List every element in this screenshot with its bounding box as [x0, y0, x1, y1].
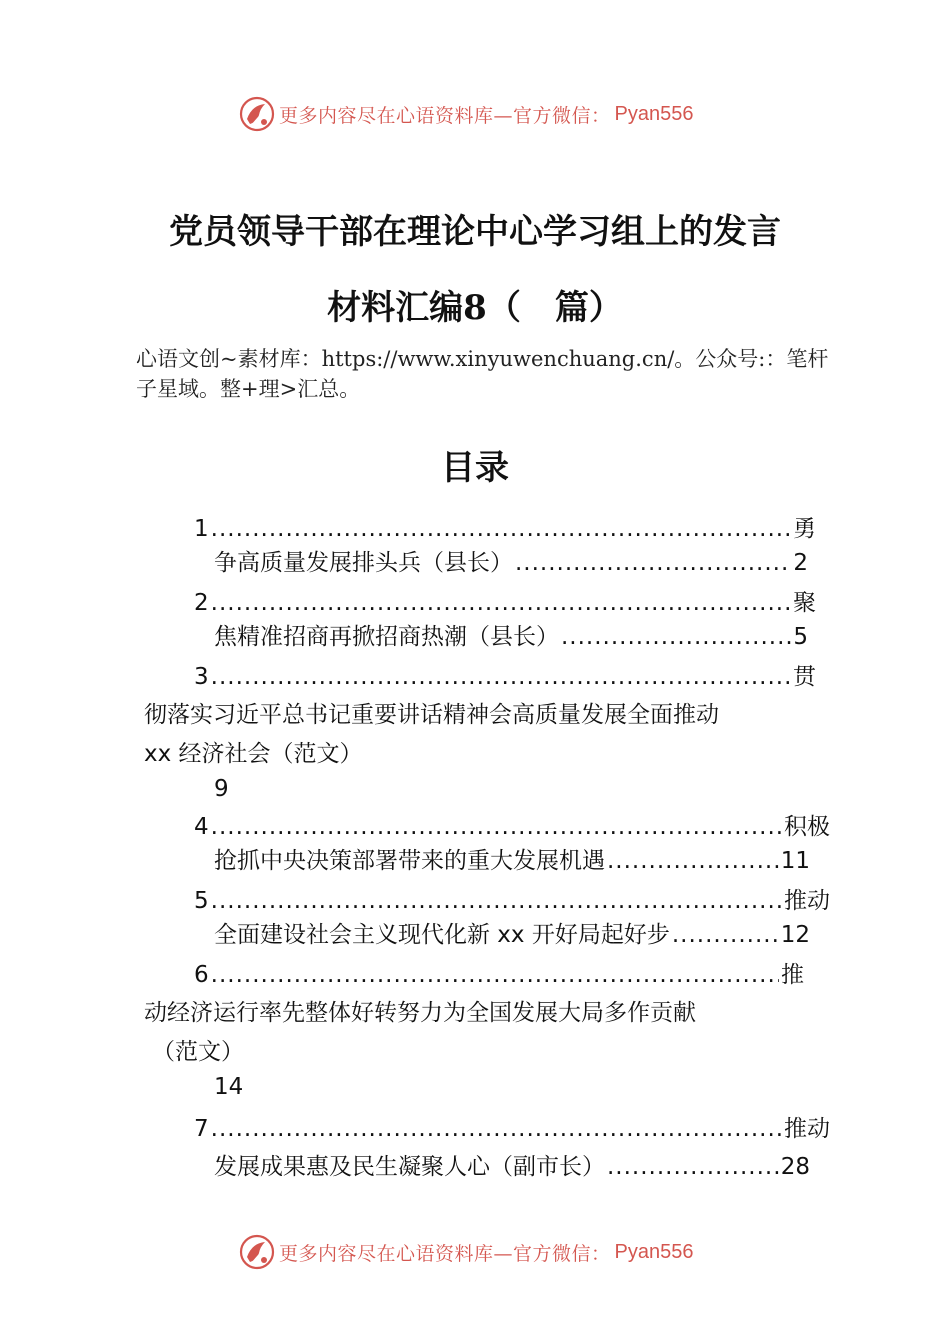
watermark-wechat-id: Pyan556: [614, 1240, 694, 1263]
brand-logo-icon: [238, 95, 276, 133]
leader-dots: [672, 918, 779, 952]
toc-entry-6-title-line-2[interactable]: （范文）: [152, 1039, 244, 1065]
toc-entry-number: 1: [194, 516, 209, 542]
leader-dots: [211, 958, 779, 992]
toc-entry-page: 2: [793, 550, 808, 576]
toc-entry-number: 6: [194, 962, 209, 988]
watermark-text: 更多内容尽在心语资料库—官方微信：: [279, 1242, 611, 1265]
leader-dots: [211, 660, 791, 694]
toc-entry-2-title[interactable]: [214, 620, 808, 654]
leader-dots: [607, 1150, 779, 1184]
toc-entry-7-title[interactable]: [214, 1150, 810, 1184]
toc-entry-6-title-line-1[interactable]: 动经济运行率先整体好转努力为全国发展大局多作贡献: [144, 1000, 696, 1026]
toc-entry-3-page: 9: [214, 776, 229, 802]
toc-entry-head-end: 积极: [784, 814, 830, 840]
toc-entry-5-head[interactable]: [194, 884, 830, 918]
toc-entry-1-head[interactable]: [194, 512, 816, 546]
leader-dots: [211, 512, 791, 546]
toc-heading: 目录: [441, 448, 509, 488]
toc-entry-title: 抢抓中央决策部署带来的重大发展机遇: [214, 848, 605, 874]
toc-entry-page: 5: [793, 624, 808, 650]
toc-entry-title: 发展成果惠及民生凝聚人心（副市长）: [214, 1154, 605, 1180]
leader-dots: [561, 620, 791, 654]
toc-entry-3-head[interactable]: [194, 660, 816, 694]
toc-entry-6-page: 14: [214, 1074, 244, 1100]
document-title-line-1: 党员领导干部在理论中心学习组上的发言: [169, 212, 781, 252]
leader-dots: [211, 1112, 782, 1146]
toc-entry-title: 焦精准招商再掀招商热潮（县长）: [214, 624, 559, 650]
toc-entry-number: 4: [194, 814, 209, 840]
watermark-banner-bottom: [238, 1232, 738, 1272]
toc-entry-4-head[interactable]: [194, 810, 830, 844]
leader-dots: [515, 546, 791, 580]
toc-entry-3-title-line-2[interactable]: xx 经济社会（范文）: [144, 741, 363, 767]
toc-entry-head-end: 推动: [784, 888, 830, 914]
leader-dots: [211, 586, 791, 620]
toc-entry-head-end: 贯: [793, 664, 816, 690]
toc-entry-3-title-line-1[interactable]: 彻落实习近平总书记重要讲话精神会高质量发展全面推动: [144, 702, 719, 728]
toc-entry-7-head[interactable]: [194, 1112, 830, 1146]
toc-entry-5-title[interactable]: [214, 918, 810, 952]
toc-entry-head-end: 勇: [793, 516, 816, 542]
toc-entry-title: 全面建设社会主义现代化新 xx 开好局起好步: [214, 922, 670, 948]
leader-dots: [211, 810, 782, 844]
leader-dots: [607, 844, 779, 878]
toc-entry-head-end: 推: [781, 962, 804, 988]
toc-entry-title: 争高质量发展排头兵（县长）: [214, 550, 513, 576]
watermark-wechat-id: Pyan556: [614, 102, 694, 125]
brand-logo-icon: [238, 1233, 276, 1271]
toc-entry-number: 3: [194, 664, 209, 690]
toc-entry-number: 7: [194, 1116, 209, 1142]
toc-entry-4-title[interactable]: [214, 844, 810, 878]
document-title-line-2: 材料汇编8（ 篇）: [327, 288, 623, 328]
source-note: 心语文创~素材库：https://www.xinyuwenchuang.cn/。公众号:：笔杆子星域。整+理>汇总。: [136, 347, 829, 401]
toc-entry-head-end: 聚: [793, 590, 816, 616]
toc-entry-number: 2: [194, 590, 209, 616]
toc-entry-1-title[interactable]: [214, 546, 808, 580]
toc-entry-page: 28: [780, 1154, 810, 1180]
toc-entry-6-head[interactable]: [194, 958, 804, 992]
watermark-banner-top: [238, 94, 738, 134]
toc-entry-page: 11: [780, 848, 810, 874]
toc-entry-2-head[interactable]: [194, 586, 816, 620]
toc-entry-page: 12: [780, 922, 810, 948]
toc-entry-number: 5: [194, 888, 209, 914]
watermark-text: 更多内容尽在心语资料库—官方微信：: [279, 104, 611, 127]
leader-dots: [211, 884, 782, 918]
toc-entry-head-end: 推动: [784, 1116, 830, 1142]
